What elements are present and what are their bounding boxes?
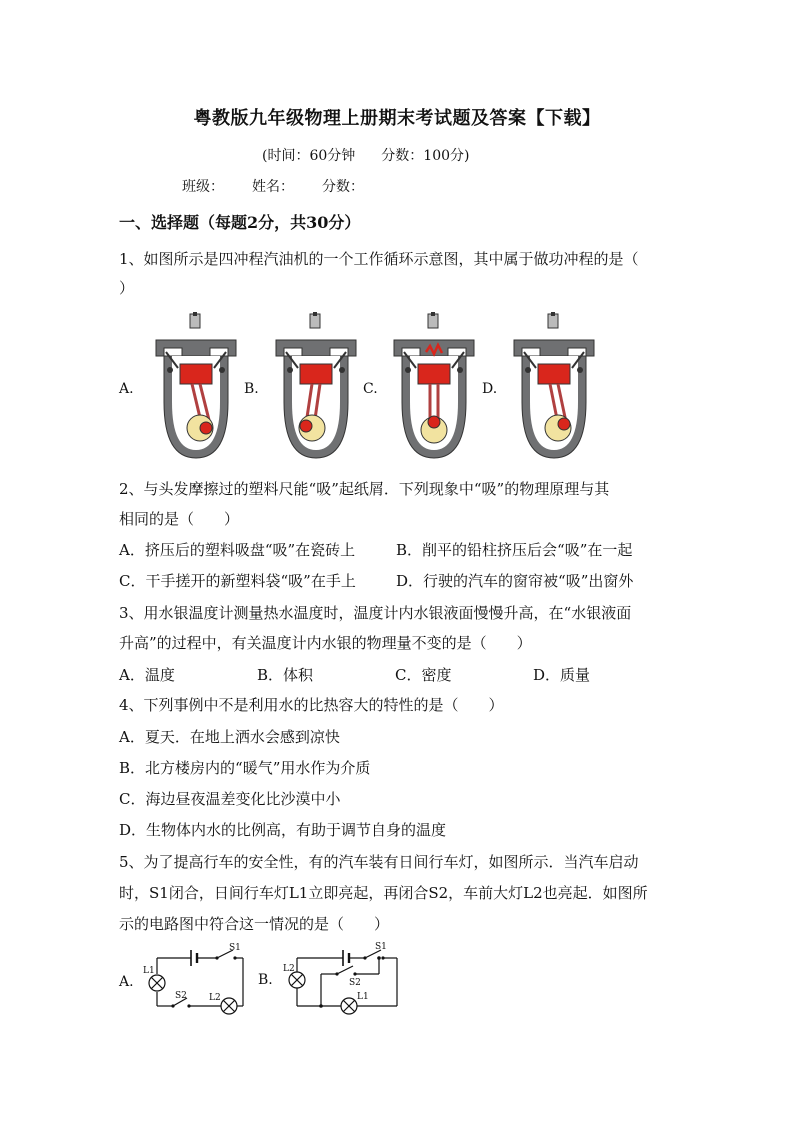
q1-option-d-label: D.: [482, 381, 498, 397]
engine-figure-d: [508, 312, 600, 462]
engine-figure-a: [150, 312, 242, 462]
q5-stem-line1: 5、为了提高行车的安全性，有的汽车装有日间行车灯，如图所示．当汽车启动: [119, 853, 639, 871]
q2-options-row2: [119, 570, 633, 591]
q1-option-a-label: A.: [119, 381, 134, 397]
q1-option-b-label: B.: [244, 381, 259, 397]
q5-option-b-label: B.: [258, 972, 273, 988]
q2-option-a: A．挤压后的塑料吸盘“吸”在瓷砖上: [119, 541, 356, 559]
q2-stem-line2: 相同的是（ ）: [119, 510, 240, 528]
points-field: 分数：: [322, 179, 364, 195]
q5-stem-line2: 时，S1闭合，日间行车灯L1立即亮起，再闭合S2，车前大灯L2也亮起．如图所: [119, 884, 648, 902]
q3-options-row: [119, 664, 590, 685]
q2-option-d: D．行驶的汽车的窗帘被“吸”出窗外: [396, 572, 634, 590]
q3-option-b: B．体积: [257, 666, 314, 684]
q5-option-a-label: A.: [119, 974, 134, 990]
q4-stem: 4、下列事例中不是利用水的比热容大的特性的是（ ）: [119, 696, 504, 714]
section-heading: 一、选择题（每题2分，共30分）: [119, 213, 361, 232]
q4-option-d: D．生物体内水的比例高，有助于调节自身的温度: [119, 821, 447, 839]
circuit-diagram-a: [143, 940, 248, 1016]
circuit-b-l1-label: L1: [357, 992, 369, 1002]
circuit-a-l2-label: L2: [209, 993, 221, 1003]
class-field: 班级：: [182, 179, 224, 195]
exam-time: (时间：60分钟: [262, 148, 356, 164]
q4-option-b: B．北方楼房内的“暖气”用水作为介质: [119, 759, 371, 777]
name-field: 姓名：: [252, 179, 294, 195]
q4-option-c: C．海边昼夜温差变化比沙漠中小: [119, 790, 341, 808]
q3-stem-line2: 升高”的过程中，有关温度计内水银的物理量不变的是（ ）: [119, 634, 532, 652]
q3-option-d: D．质量: [533, 666, 591, 684]
q2-option-c: C．干手搓开的新塑料袋“吸”在手上: [119, 572, 356, 590]
engine-a-drawing: [156, 312, 236, 458]
student-info: [182, 176, 392, 196]
circuit-diagram-b: [283, 938, 403, 1018]
q2-stem-line1: 2、与头发摩擦过的塑料尺能“吸”起纸屑．下列现象中“吸”的物理原理与其: [119, 480, 610, 498]
exam-meta: [262, 145, 495, 165]
circuit-b-s2-label: S2: [349, 978, 361, 988]
circuit-a-l1-label: L1: [143, 966, 155, 976]
exam-score: 分数：100分): [381, 148, 470, 164]
q1-stem-line1: 1、如图所示是四冲程汽油机的一个工作循环示意图，其中属于做功冲程的是（: [119, 250, 639, 268]
page-title: 粤教版九年级物理上册期末考试题及答案【下载】: [193, 108, 601, 129]
q4-option-a: A．夏天．在地上洒水会感到凉快: [119, 728, 340, 746]
engine-figure-b: [270, 312, 362, 462]
q3-option-c: C．密度: [395, 666, 452, 684]
engine-figure-c: [388, 312, 480, 462]
q2-option-b: B．削平的铅柱挤压后会“吸”在一起: [396, 541, 633, 559]
q3-stem-line1: 3、用水银温度计测量热水温度时，温度计内水银液面慢慢升高，在“水银液面: [119, 604, 632, 622]
circuit-b-s1-label: S1: [375, 942, 387, 952]
circuit-a-s1-label: S1: [229, 943, 241, 953]
q2-options-row1: [119, 539, 632, 560]
q5-stem-line3: 示的电路图中符合这一情况的是（ ）: [119, 915, 390, 933]
circuit-b-l2-label: L2: [283, 964, 295, 974]
q1-stem-line2: ）: [119, 279, 135, 297]
q3-option-a: A．温度: [119, 666, 175, 684]
q1-option-c-label: C.: [363, 381, 378, 397]
circuit-a-s2-label: S2: [175, 991, 187, 1001]
